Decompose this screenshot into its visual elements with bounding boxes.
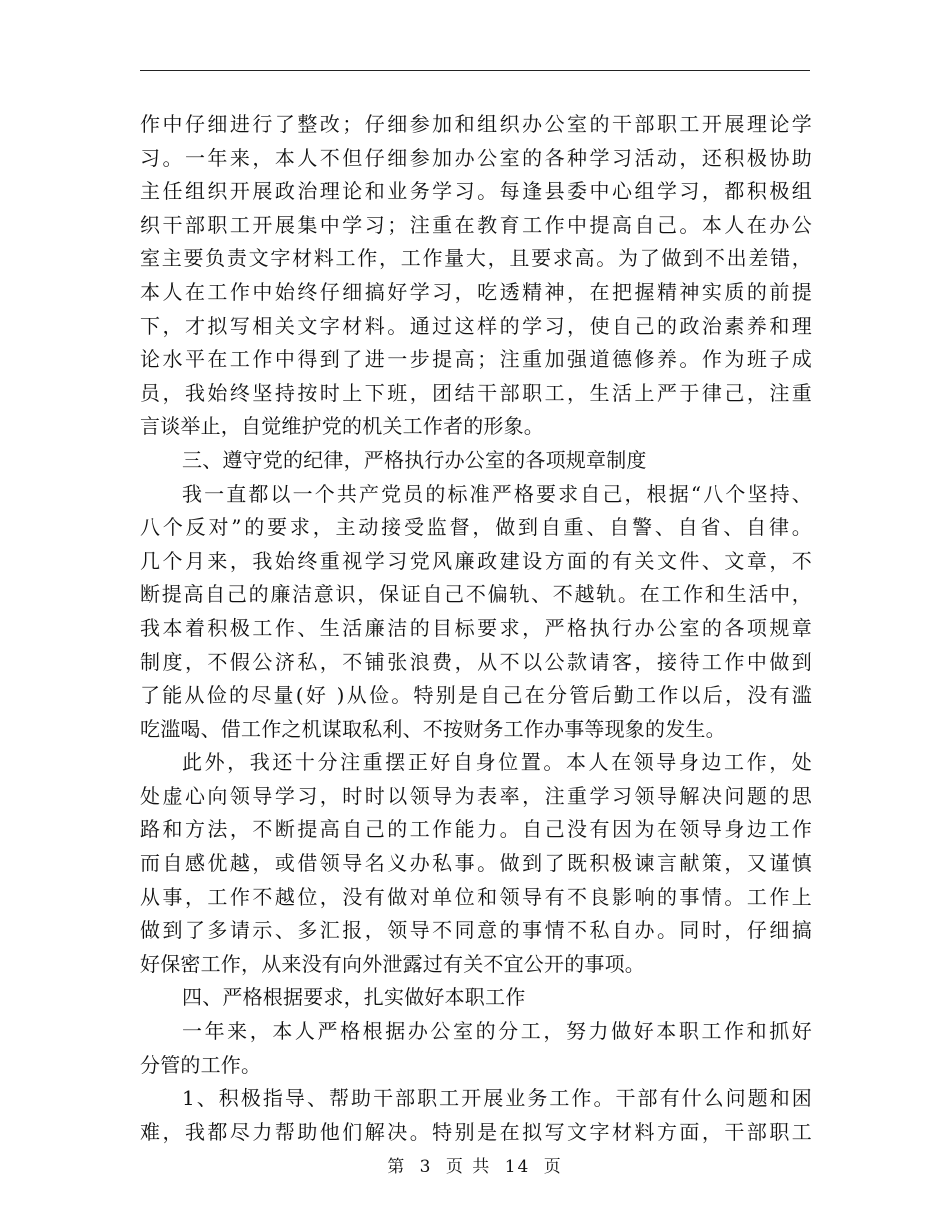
text-line: 织干部职工开展集中学习；注重在教育工作中提高自己。本人在办公: [140, 212, 812, 237]
footer-page-number: 3: [419, 1157, 433, 1177]
text-line: 难，我都尽力帮助他们解决。特别是在拟写文字材料方面，干部职工: [140, 1119, 812, 1144]
text-line: 我本着积极工作、生活廉洁的目标要求，严格执行办公室的各项规章: [140, 615, 812, 640]
text-line: 从事，工作不越位，没有做对单位和领导有不良影响的事情。工作上: [140, 884, 812, 909]
footer-prefix: 第: [387, 1157, 407, 1177]
text-line: 此外，我还十分注重摆正好自身位置。本人在领导身边工作，处: [182, 750, 812, 775]
text-line: 论水平在工作中得到了进一步提高；注重加强道德修养。作为班子成: [140, 347, 812, 372]
text-line: 吃滥喝、借工作之机谋取私利、不按财务工作办事等现象的发生。: [140, 716, 726, 741]
text-line: 分管的工作。: [140, 1052, 262, 1077]
text-line: 处虚心向领导学习，时时以领导为表率，注重学习领导解决问题的思: [140, 783, 812, 808]
text-line: 言谈举止，自觉维护党的机关工作者的形象。: [140, 414, 544, 439]
header-rule: [140, 70, 810, 71]
text-line: 员，我始终坚持按时上下班，团结干部职工，生活上严于律己，注重: [140, 380, 812, 405]
text-line: 路和方法，不断提高自己的工作能力。自己没有因为在领导身边工作: [140, 817, 812, 842]
text-line: 四、严格根据要求，扎实做好本职工作: [182, 985, 526, 1010]
text-line: 习。一年来，本人不但仔细参加办公室的各种学习活动，还积极协助: [140, 145, 812, 170]
text-line: 好保密工作，从来没有向外泄露过有关不宜公开的事项。: [140, 951, 645, 976]
footer-total-pages: 14: [504, 1157, 531, 1177]
document-body: [140, 108, 812, 1149]
page-footer: [0, 1152, 950, 1177]
text-line: 八个反对”的要求，主动接受监督，做到自重、自警、自省、自律。: [140, 515, 812, 540]
text-line: 主任组织开展政治理论和业务学习。每逢县委中心组学习，都积极组: [140, 179, 812, 204]
text-line: 本人在工作中始终仔细搞好学习，吃透精神，在把握精神实质的前提: [140, 279, 812, 304]
text-line: 了能从俭的尽量(好 )从俭。特别是自己在分管后勤工作以后，没有滥: [140, 683, 812, 708]
text-line: 而自感优越，或借领导名义办私事。做到了既积极谏言献策，又谨慎: [140, 851, 812, 876]
text-line: 三、遵守党的纪律，严格执行办公室的各项规章制度: [182, 447, 647, 472]
text-line: 制度，不假公济私，不铺张浪费，从不以公款请客，接待工作中做到: [140, 649, 812, 674]
footer-middle: 页 共: [445, 1157, 492, 1177]
footer-suffix: 页: [543, 1157, 563, 1177]
text-line: 室主要负责文字材料工作，工作量大，且要求高。为了做到不出差错，: [140, 246, 812, 271]
text-line: 断提高自己的廉洁意识，保证自己不偏轨、不越轨。在工作和生活中，: [140, 582, 812, 607]
text-line: 一年来，本人严格根据办公室的分工，努力做好本职工作和抓好: [182, 1019, 812, 1044]
text-line: 作中仔细进行了整改；仔细参加和组织办公室的干部职工开展理论学: [140, 112, 812, 136]
text-line: 我一直都以一个共产党员的标准严格要求自己，根据“八个坚持、: [182, 481, 812, 506]
text-line: 几个月来，我始终重视学习党风廉政建设方面的有关文件、文章，不: [140, 548, 812, 573]
text-line: 下，才拟写相关文字材料。通过这样的学习，使自己的政治素养和理: [140, 313, 812, 338]
text-line: 1、积极指导、帮助干部职工开展业务工作。干部有什么问题和困: [182, 1086, 812, 1111]
text-line: 做到了多请示、多汇报，领导不同意的事情不私自办。同时，仔细搞: [140, 918, 812, 943]
